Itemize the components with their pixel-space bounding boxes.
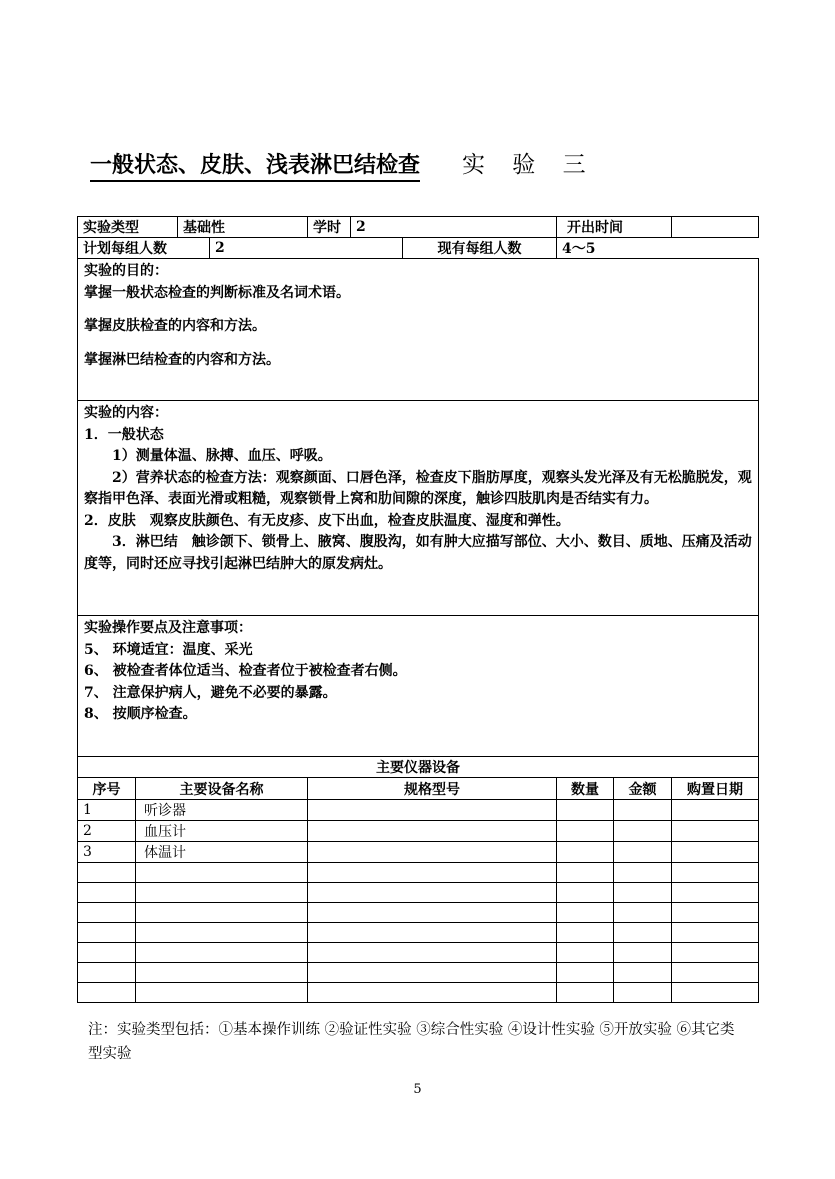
table-row — [78, 883, 759, 903]
header-spec: 规格型号 — [308, 778, 557, 800]
row-no: 3 — [78, 842, 136, 863]
open-time-label: 开出时间 — [557, 217, 672, 238]
table-row — [78, 983, 759, 1003]
info-row-1 — [78, 217, 759, 238]
operation-heading: 实验操作要点及注意事项： — [84, 620, 252, 636]
current-value: 4～5 — [557, 238, 759, 259]
content-line: 3．淋巴结 触诊颌下、锁骨上、腋窝、腹股沟，如有肿大应描写部位、大小、数目、质地、压痛及活动度等，同时还应寻找引起淋巴结肿大的原发病灶。 — [84, 534, 752, 572]
row-qty — [557, 800, 614, 821]
header-no: 序号 — [78, 778, 136, 800]
row-spec — [308, 842, 557, 863]
purpose-line: 掌握皮肤检查的内容和方法。 — [84, 318, 266, 334]
row-name: 血压计 — [136, 821, 308, 842]
purpose-line: 掌握淋巴结检查的内容和方法。 — [84, 351, 280, 368]
operation-line: 8、 按顺序检查。 — [84, 706, 197, 722]
purpose-line: 掌握一般状态检查的判断标准及名词术语。 — [84, 284, 350, 301]
row-name: 听诊器 — [136, 800, 308, 821]
content-heading: 实验的内容： — [84, 405, 168, 421]
operation-line: 7、 注意保护病人，避免不必要的暴露。 — [84, 684, 337, 701]
table-row — [78, 842, 759, 863]
hours-value: 2 — [351, 217, 557, 238]
row-amount — [614, 800, 672, 821]
row-no: 2 — [78, 821, 136, 842]
open-time-value — [672, 217, 759, 238]
row-date — [672, 800, 759, 821]
table-row — [78, 821, 759, 842]
header-amount: 金额 — [614, 778, 672, 800]
footnote: 注：实验类型包括：①基本操作训练 ②验证性实验 ③综合性实验 ④设计性实验 ⑤开放实验 ⑥其它类型实验 — [88, 1022, 735, 1062]
header-qty: 数量 — [557, 778, 614, 800]
row-name: 体温计 — [136, 842, 308, 863]
table-row — [78, 963, 759, 983]
operation-line: 5、 环境适宜：温度、采光 — [84, 641, 253, 658]
row-date — [672, 842, 759, 863]
content-line: 1）测量体温、脉搏、血压、呼吸。 — [112, 448, 332, 464]
table-row — [78, 863, 759, 883]
operation-section — [78, 616, 759, 757]
equipment-header-row — [78, 778, 759, 800]
content-line: 2）营养状态的检查方法：观察颜面、口唇色泽，检查皮下脂肪厚度，观察头发光泽及有无松脆脱发，观察指甲色泽、表面光滑或粗糙，观察锁骨上窝和肋间隙的深度，触诊四肢肌肉是否结实有力。 — [84, 469, 752, 507]
type-value: 基础性 — [178, 217, 308, 238]
row-amount — [614, 842, 672, 863]
content-line: 1．一般状态 — [84, 426, 164, 443]
experiment-number: 实 验 三 — [462, 152, 596, 178]
table-row — [78, 923, 759, 943]
content-line: 2．皮肤 观察皮肤颜色、有无皮疹、皮下出血，检查皮肤温度、湿度和弹性。 — [84, 512, 570, 529]
row-spec — [308, 821, 557, 842]
operation-line: 6、 被检查者体位适当、检查者位于被检查者右侧。 — [84, 663, 407, 679]
equipment-title: 主要仪器设备 — [78, 757, 759, 778]
purpose-section — [78, 259, 759, 401]
equipment-title-row — [78, 757, 759, 778]
content-section — [78, 401, 759, 616]
table-row — [78, 800, 759, 821]
header-date: 购置日期 — [672, 778, 759, 800]
table-row — [78, 943, 759, 963]
type-label: 实验类型 — [78, 217, 178, 238]
current-label: 现有每组人数 — [403, 238, 557, 259]
purpose-heading: 实验的目的： — [84, 263, 168, 279]
page-number: 5 — [413, 1082, 422, 1097]
row-qty — [557, 842, 614, 863]
table-row — [78, 903, 759, 923]
planned-label: 计划每组人数 — [78, 238, 210, 259]
hours-label: 学时 — [308, 217, 351, 238]
page-title: 一般状态、皮肤、浅表淋巴结检查 — [90, 152, 420, 182]
experiment-table — [77, 216, 759, 1003]
info-row-2 — [78, 238, 759, 259]
row-date — [672, 821, 759, 842]
page-header — [90, 150, 750, 186]
header-name: 主要设备名称 — [136, 778, 308, 800]
row-no: 1 — [78, 800, 136, 821]
row-qty — [557, 821, 614, 842]
row-spec — [308, 800, 557, 821]
planned-value: 2 — [210, 238, 403, 259]
row-amount — [614, 821, 672, 842]
